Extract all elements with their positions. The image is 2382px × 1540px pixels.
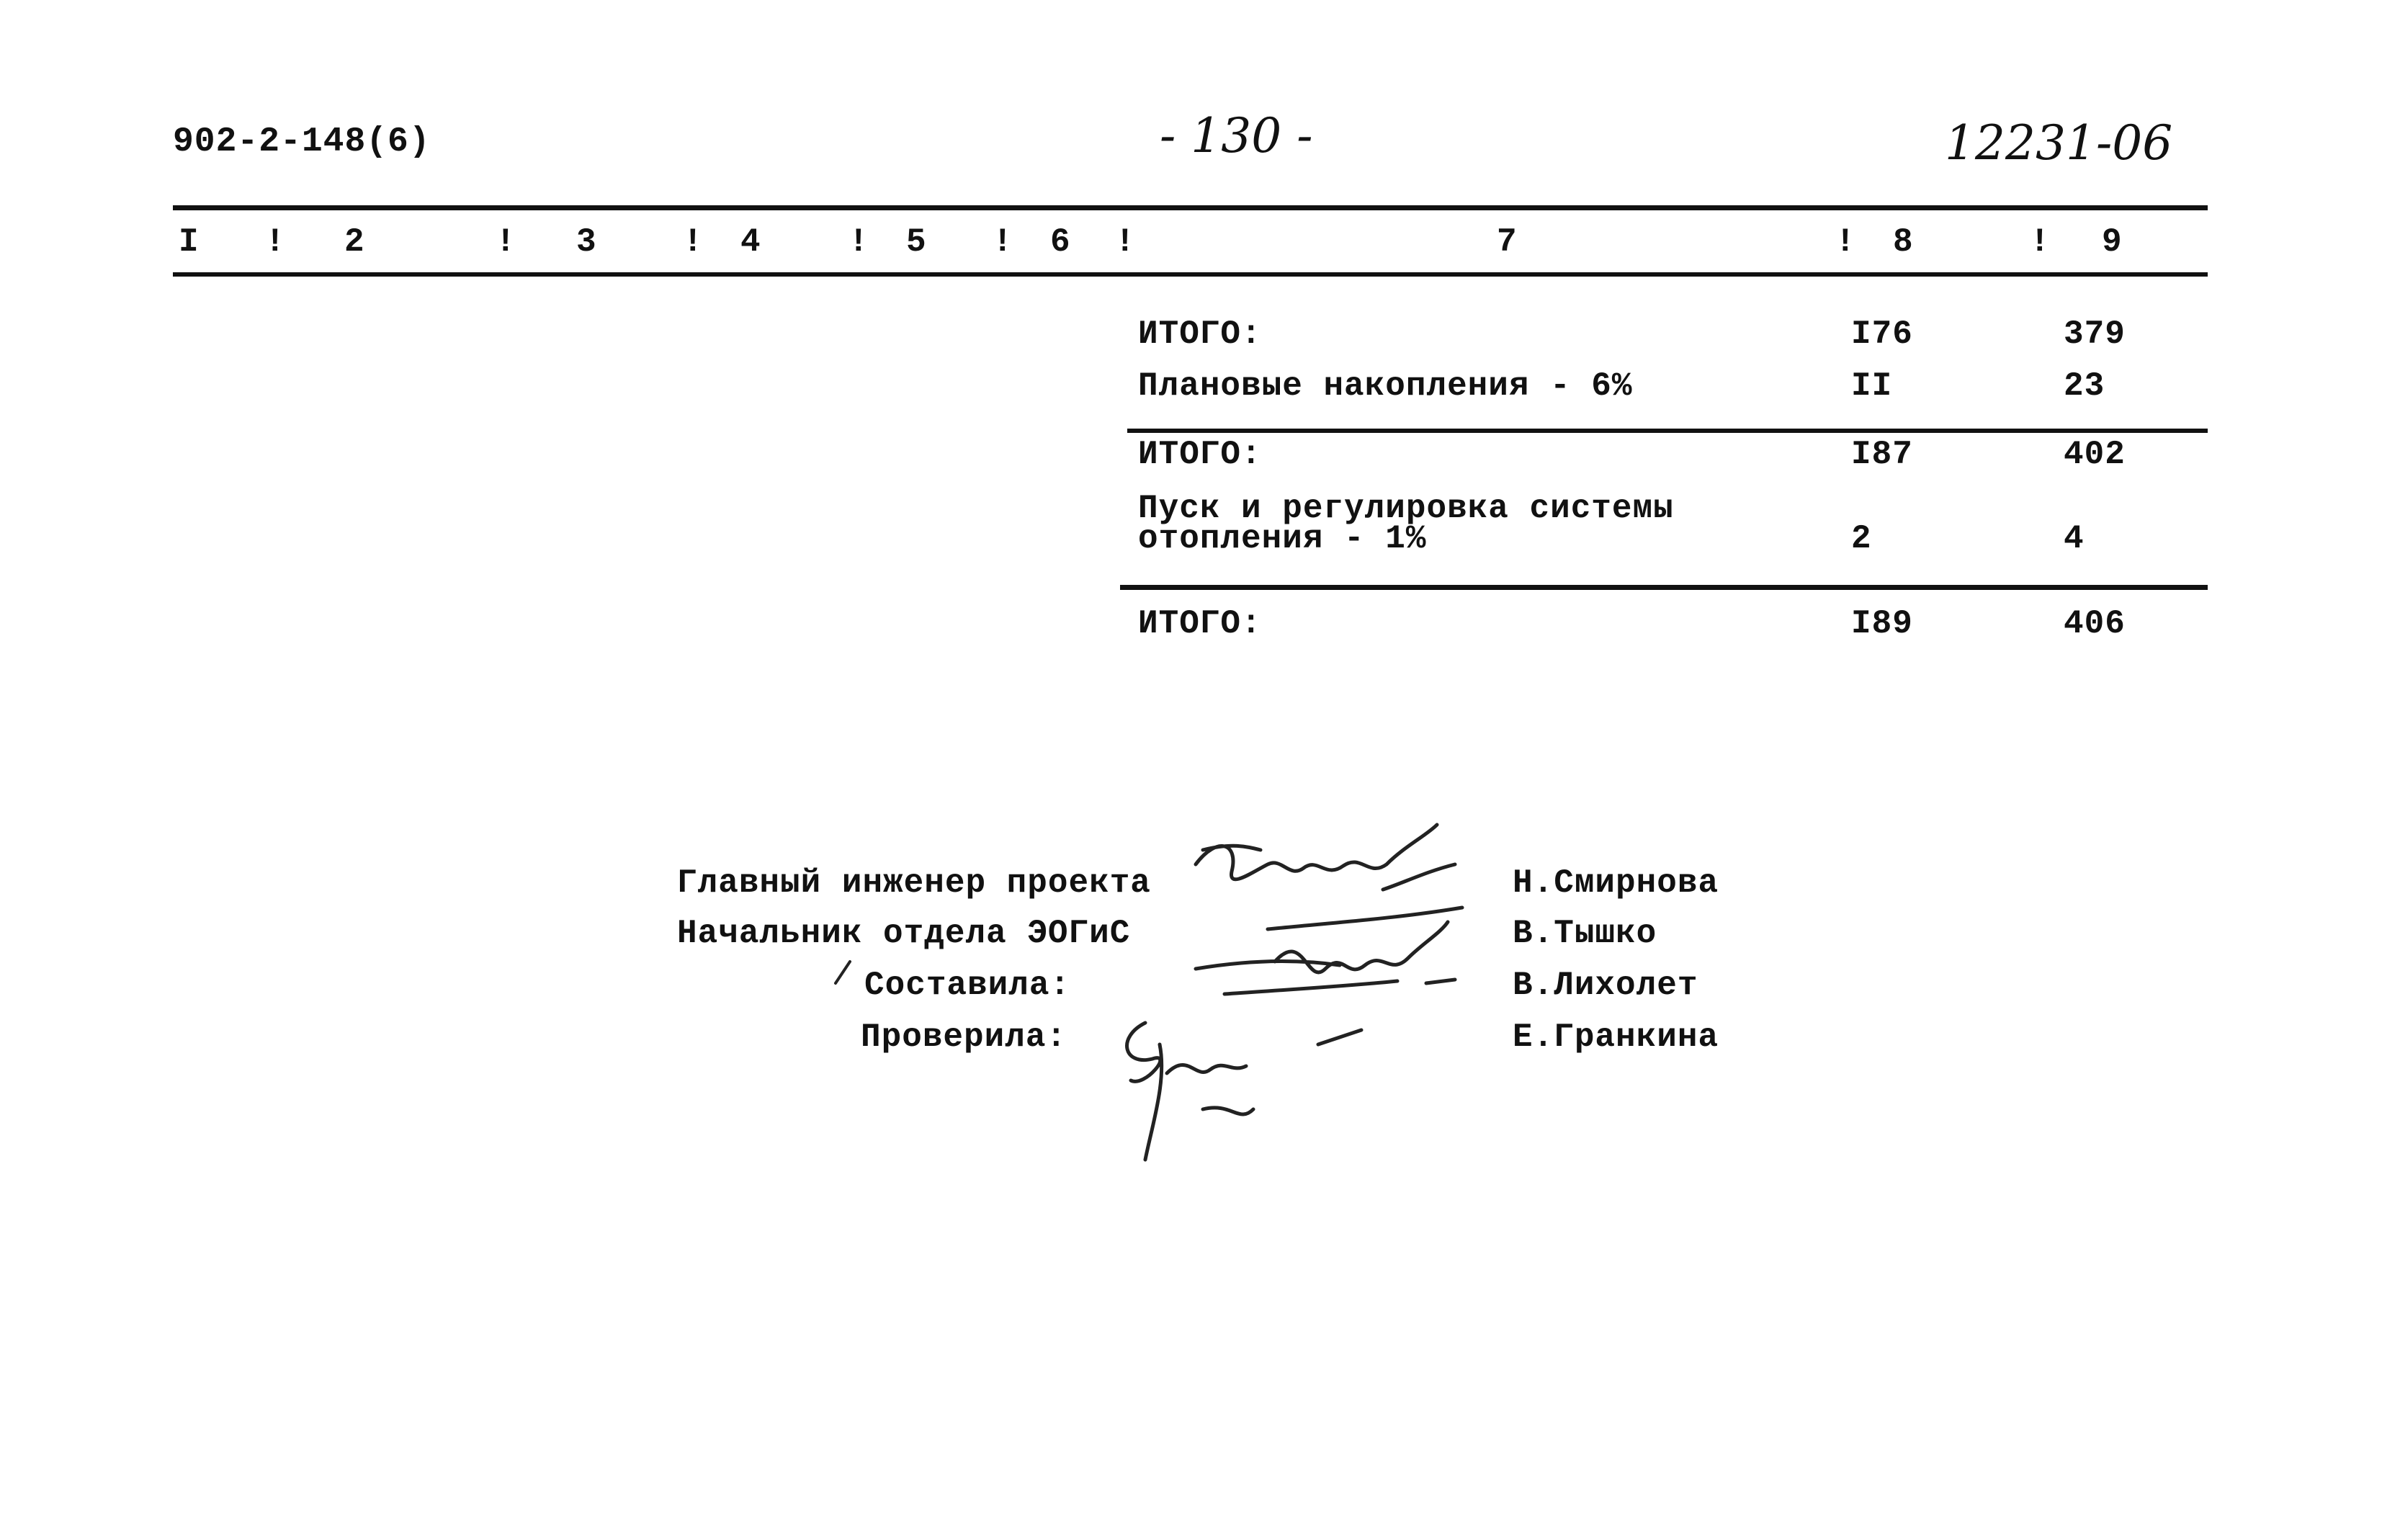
- total-rule: [1120, 585, 2208, 590]
- row-col9-value: 406: [2064, 605, 2126, 643]
- signatory-role: Главный инженер проекта: [677, 864, 1151, 902]
- signatory-role: Проверила:: [861, 1019, 1067, 1056]
- column-separator: !: [1115, 223, 1136, 261]
- row-col9-value: 23: [2064, 367, 2105, 405]
- signatory-role: Составила:: [864, 967, 1071, 1004]
- row-col9-value: 402: [2064, 436, 2126, 473]
- column-separator: !: [496, 223, 516, 261]
- column-separator: !: [1835, 223, 1856, 261]
- column-separator: !: [993, 223, 1013, 261]
- document-code: 902-2-148(6): [173, 122, 431, 161]
- page-number: - 130 -: [1160, 108, 1313, 164]
- signature-scribble-3: [828, 958, 857, 987]
- row-col8-value: I87: [1851, 436, 1913, 473]
- row-label-line2: отопления - 1%: [1138, 520, 1427, 558]
- signatory-name: Е.Гранкина: [1513, 1019, 1719, 1056]
- column-header-8: 8: [1893, 223, 1914, 261]
- row-col8-value: II: [1851, 367, 1893, 405]
- signature-scribble-1: [1188, 821, 1462, 908]
- header-top-rule: [173, 205, 2208, 210]
- row-col8-value: I89: [1851, 605, 1913, 643]
- row-label: Плановые накопления - 6%: [1138, 367, 1633, 405]
- column-header-5: 5: [906, 223, 927, 261]
- signatory-name: В.Лихолет: [1513, 967, 1698, 1004]
- column-header-7: 7: [1497, 223, 1518, 261]
- column-separator: !: [683, 223, 704, 261]
- row-col8-value: 2: [1851, 520, 1872, 558]
- row-label: ИТОГО:: [1138, 605, 1262, 643]
- row-label: ИТОГО:: [1138, 436, 1262, 473]
- column-separator: !: [2030, 223, 2051, 261]
- row-col9-value: 4: [2064, 520, 2085, 558]
- column-header-4: 4: [740, 223, 761, 261]
- column-header-1: I: [179, 223, 200, 261]
- inventory-number: 12231-06: [1945, 115, 2173, 171]
- column-header-3: 3: [576, 223, 597, 261]
- header-bottom-rule: [173, 272, 2208, 277]
- signatory-name: В.Тышко: [1513, 915, 1657, 952]
- column-header-9: 9: [2102, 223, 2123, 261]
- column-separator: !: [265, 223, 286, 261]
- signatory-name: Н.Смирнова: [1513, 864, 1719, 902]
- column-header-6: 6: [1050, 223, 1071, 261]
- row-label-line1: Пуск и регулировка системы: [1138, 490, 1674, 527]
- signature-scribble-4: [1102, 1001, 1390, 1167]
- row-label: ИТОГО:: [1138, 315, 1262, 353]
- row-col9-value: 379: [2064, 315, 2126, 353]
- column-header-2: 2: [344, 223, 365, 261]
- signature-scribble-2: [1181, 900, 1469, 1008]
- column-separator: !: [849, 223, 869, 261]
- signatory-role: Начальник отдела ЭОГиС: [677, 915, 1131, 952]
- subtotal-rule: [1127, 429, 2208, 433]
- row-col8-value: I76: [1851, 315, 1913, 353]
